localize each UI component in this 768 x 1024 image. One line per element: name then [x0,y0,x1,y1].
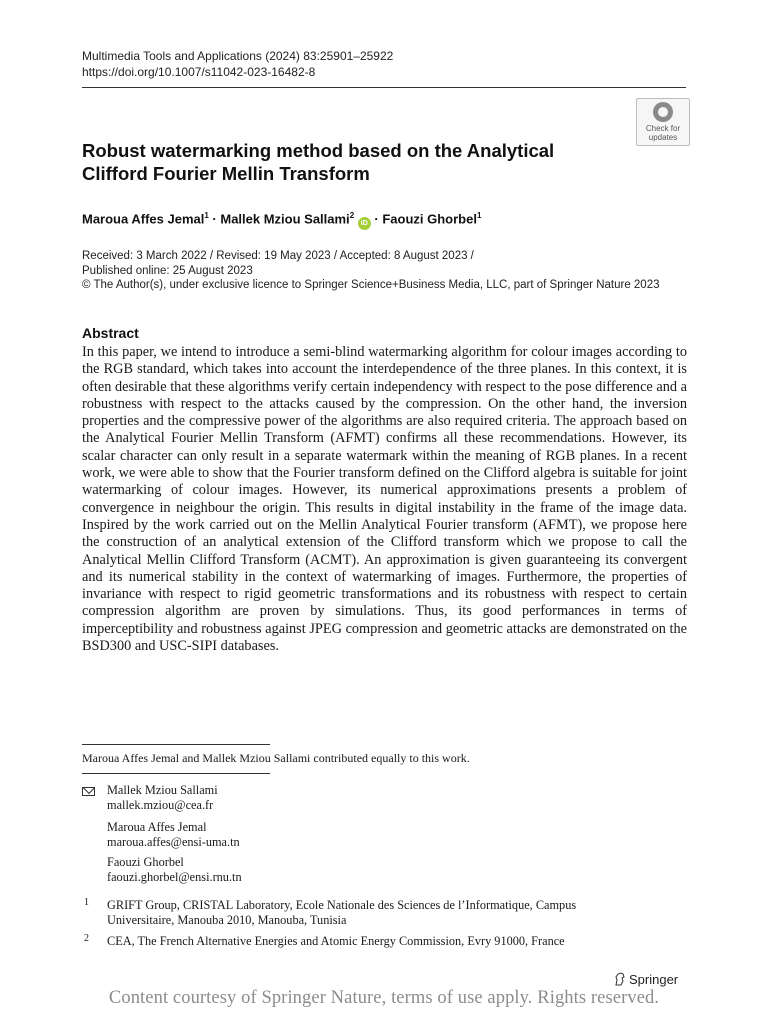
author-affiliation-number: 1 [204,211,209,220]
equal-contribution-note: Maroua Affes Jemal and Mallek Mziou Sallami contributed equally to this work. [82,751,470,765]
springer-horse-icon [614,972,626,986]
journal-header [82,48,393,80]
affiliation-line: Universitaire, Manouba 2010, Manouba, Tunisia [107,912,347,927]
affiliation-number: 1 [84,897,89,908]
contact-email[interactable]: faouzi.ghorbel@ensi.rnu.tn [107,869,242,884]
publisher-name: Springer [629,972,679,987]
affiliation-line: GRIFT Group, CRISTAL Laboratory, Ecole Nationale des Sciences de l’Informatique, Campus [107,898,577,912]
author-name[interactable]: Maroua Affes Jemal [82,211,205,227]
title-line-2: Clifford Fourier Mellin Transform [82,163,370,184]
author-affiliation-number: 2 [349,211,355,220]
publisher-logo [614,972,678,987]
dates-line: Published online: 25 August 2023 [82,264,253,277]
author-separator: · [370,211,383,227]
contact-name: Faouzi Ghorbel [107,855,184,869]
badge-label-2: updates [648,133,678,142]
envelope-icon [82,787,95,796]
affiliation-number: 2 [84,933,89,944]
title-line-1: Robust watermarking method based on the Analytical [82,140,555,161]
footnote-rule [82,744,270,745]
contact-entry [107,783,218,812]
journal-citation: Multimedia Tools and Applications (2024) 83:25901–25922 [82,49,394,63]
contact-name: Maroua Affes Jemal [107,820,207,834]
contact-email[interactable]: maroua.affes@ensi-uma.tn [107,834,240,849]
doi-link[interactable]: https://doi.org/10.1007/s11042-023-16482-8 [82,65,316,79]
dates-line: Received: 3 March 2022 / Revised: 19 May 2023 / Accepted: 8 August 2023 / [82,250,474,262]
author-name[interactable]: Mallek Mziou Sallami [220,211,350,227]
contact-entry [107,820,240,849]
contact-email[interactable]: mallek.mziou@cea.fr [107,797,214,812]
affiliation [107,898,687,927]
author-list [82,207,481,230]
contact-name: Mallek Mziou Sallami [107,783,218,797]
contact-rule [82,773,270,774]
orcid-icon[interactable]: iD [358,217,371,230]
copyright-line: © The Author(s), under exclusive licence to Springer Science+Business Media, LLC, part of Springer Nature 2023 [82,279,660,291]
author-affiliation-number: 1 [476,211,482,220]
header-rule [82,87,686,88]
affiliation [107,934,687,949]
badge-label-1: Check for [645,124,681,133]
abstract-body: In this paper, we intend to introduce a semi-blind watermarking algorithm for colour images according to the RGB standard, which takes into account the interdependence of the three planes. In this context, it is often desirable that these algorithms verify certain independency with respect to the pose difference and a robustness with respect to the attacks caused by the compression. On the other hand, the inversion properties and the compressive power of the algorithms are also required criteria. The approach based on the Analytical Fourier Mellin Transform (AFMT) confirms all these recommendations. However, its scalar character can only result in a separate watermark within the meaning of RGB planes. In a recent work, we were able to show that the Fourier transform defined on the Clifford algebra is suitable for joint watermarking of colour images. However, its numerical approximations presents a problem of convergence in neighbour the origin. This results in digital instability in the frame of the image data. Inspired by the work carried out on the Mellin Analytical Fourier transform (AFMT), we propose here the construction of an analytical extension of the Clifford transform which we propose to call the Analytical Mellin Clifford Transform (ACMT). An approximation is given guaranteeing its convergent and its numerical stability in the context of watermarking of images. Furthermore, the properties of invariance with respect to rigid geometric transformations and its robustness with respect to certain compression algorithm are proven by simulations. Thus, its good performances in terms of imperceptibility and robustness against JPEG compression and geometric attacks are demonstrated on the BSD300 and USC-SIPI databases. [82,344,687,655]
author-name[interactable]: Faouzi Ghorbel [382,211,477,227]
affiliation-line: CEA, The French Alternative Energies and Atomic Energy Commission, Evry 91000, France [107,934,565,948]
courtesy-watermark: Content courtesy of Springer Nature, terms of use apply. Rights reserved. [108,988,660,1008]
abstract-heading: Abstract [82,325,139,341]
check-for-updates-badge[interactable] [636,98,690,146]
contact-entry [107,855,242,884]
paper-title [82,139,622,185]
author-separator: · [208,211,221,227]
publication-history [82,249,692,293]
check-for-updates-icon [653,102,673,122]
